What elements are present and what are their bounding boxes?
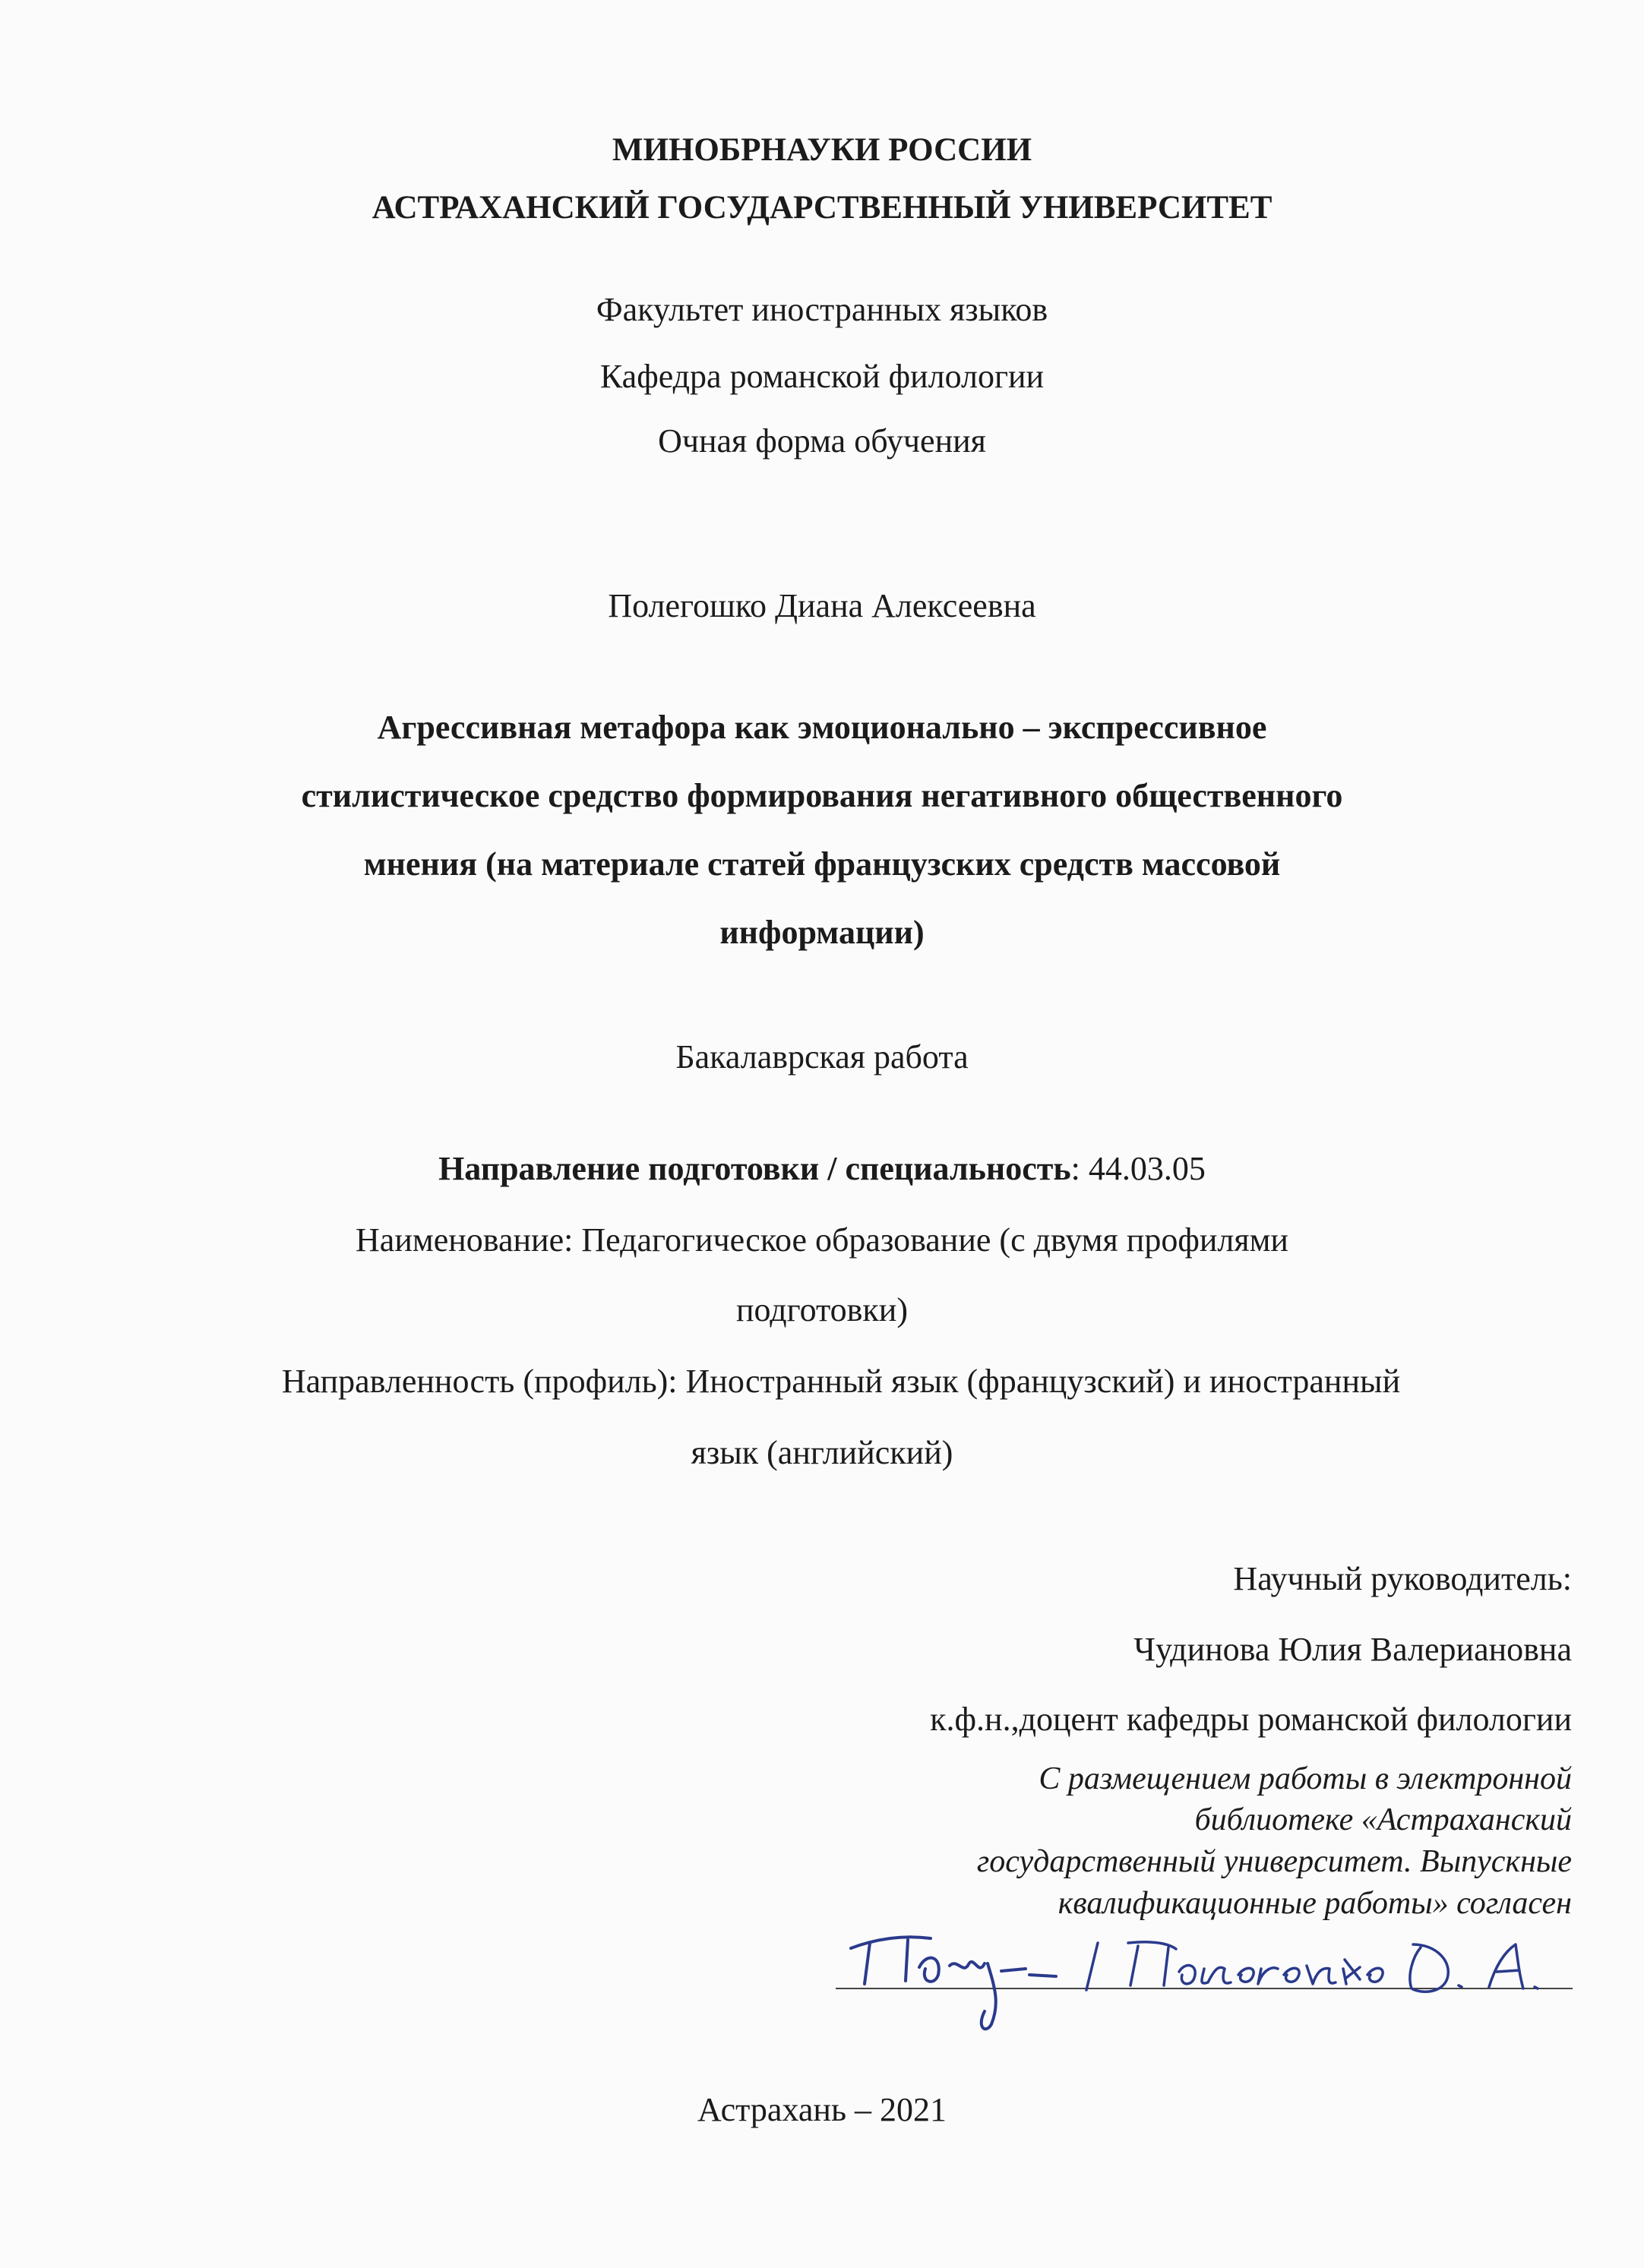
specialty-name-line: Наименование: Педагогическое образование (с двумя профилями xyxy=(356,1221,1288,1259)
work-type: Бакалаврская работа xyxy=(675,1038,969,1076)
faculty-name: Факультет иностранных языков xyxy=(596,291,1048,328)
profile-line: язык (английский) xyxy=(691,1434,953,1471)
handwritten-signature xyxy=(836,1922,1580,2036)
ministry-name: МИНОБРНАУКИ РОССИИ xyxy=(612,132,1032,168)
university-name: АСТРАХАНСКИЙ ГОСУДАРСТВЕННЫЙ УНИВЕРСИТЕТ xyxy=(371,190,1273,226)
signature-scribble-icon xyxy=(836,1922,1580,2036)
header-block xyxy=(0,122,1644,237)
specialty-label: Направление подготовки / специальность xyxy=(438,1150,1071,1187)
supervisor-name: Чудинова Юлия Валериановна xyxy=(1133,1631,1572,1668)
specialty-code: : 44.03.05 xyxy=(1070,1150,1206,1187)
supervisor-position: к.ф.н.,доцент кафедры романской филологии xyxy=(930,1701,1572,1738)
author-name: Полегошко Диана Алексеевна xyxy=(608,587,1036,624)
consent-line: С размещением работы в электронной xyxy=(1039,1761,1572,1796)
consent-line: библиотеке «Астраханский xyxy=(1194,1802,1572,1837)
footer-city-year: Астрахань – 2021 xyxy=(697,2091,947,2128)
thesis-title-line: информации) xyxy=(719,914,925,951)
specialty-name-line: подготовки) xyxy=(735,1291,909,1328)
thesis-title-line: мнения (на материале статей французских средств массовой xyxy=(363,845,1281,883)
profile-line: Направленность (профиль): Иностранный язык (французский) и иностранный xyxy=(281,1363,1401,1400)
consent-line: государственный университет. Выпускные xyxy=(976,1844,1572,1879)
thesis-title-line: стилистическое средство формирования негативного общественного xyxy=(301,777,1343,814)
study-form: Очная форма обучения xyxy=(658,422,986,460)
chair-name: Кафедра романской филологии xyxy=(599,358,1045,395)
consent-line: квалификационные работы» согласен xyxy=(1058,1886,1572,1921)
specialty-line xyxy=(0,1134,1644,1204)
thesis-title-line: Агрессивная метафора как эмоционально – экспрессивное xyxy=(377,709,1267,746)
supervisor-heading: Научный руководитель: xyxy=(1233,1560,1572,1597)
